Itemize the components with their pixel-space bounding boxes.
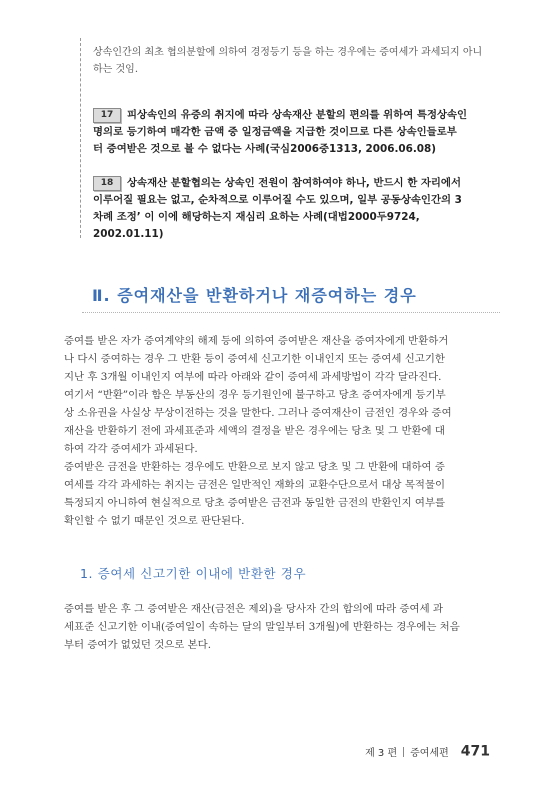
case-number-badge: 17 — [93, 108, 121, 123]
case-line: 차례 조정’ 이 이에 해당하는지 재심리 요하는 사례(대법2000두9724, 2002.01.11) — [93, 211, 420, 240]
body-line: 부터 증여가 없었던 것으로 본다. — [64, 639, 211, 651]
footer-title: 증여세편 — [410, 748, 449, 759]
case-17 — [93, 107, 493, 158]
subsection-paragraph — [64, 600, 494, 654]
intro-line: 상속인간의 최초 협의분할에 의하여 경정등기 등을 하는 경우에는 증여세가 과세되지 아니 — [93, 47, 483, 58]
page-number: 471 — [460, 743, 490, 760]
intro-line: 하는 것임. — [93, 64, 138, 75]
body-line: 확인할 수 없기 때문인 것으로 판단된다. — [64, 515, 245, 527]
case-line: 명의로 등기하여 매각한 금액 중 일정금액을 지급한 것이므로 다른 상속인들로부 — [93, 126, 457, 138]
section-paragraph-2 — [64, 458, 494, 530]
case-18 — [93, 175, 493, 243]
case-line: 이루어질 필요는 없고, 순차적으로 이루어질 수도 있으며, 일부 공동상속인간의 3 — [93, 194, 462, 206]
intro-paragraph — [93, 44, 493, 78]
case-line: 터 증여받은 것으로 볼 수 없다는 사례(국심2006중1313, 2006.06.08) — [93, 143, 437, 155]
case-line: 상속재산 분할협의는 상속인 전원이 참여하여야 하나, 반드시 한 자리에서 — [127, 177, 462, 189]
body-line: 증여를 받은 자가 증여계약의 해제 등에 의하여 증여받은 재산을 증여자에게 반환하거 — [64, 335, 449, 347]
page-footer — [365, 741, 490, 760]
footer-separator — [403, 747, 404, 757]
footer-part-label: 제 3 편 — [365, 748, 398, 759]
section-heading: Ⅱ. 증여재산을 반환하거나 재증여하는 경우 — [92, 286, 417, 305]
case-number-badge: 18 — [93, 176, 121, 191]
body-line: 상 소유권을 사실상 무상이전하는 것을 말한다. 그러나 증여재산이 금전인 경우와 증여 — [64, 407, 452, 419]
body-line: 증여받은 금전을 반환하는 경우에도 반환으로 보지 않고 당초 및 그 반환에 대하여 증 — [64, 461, 445, 473]
body-line: 특정되지 아니하여 현실적으로 당초 증여받은 금전과 동일한 금전의 반환인지 여부를 — [64, 497, 446, 509]
body-line: 여세를 각각 과세하는 취지는 금전은 일반적인 재화의 교환수단으로서 대상 목적물이 — [64, 479, 446, 491]
body-line: 지난 후 3개월 이내인지 여부에 따라 아래와 같이 증여세 과세방법이 각각 달라진다. — [64, 371, 442, 383]
body-line: 세표준 신고기한 이내(증여일이 속하는 달의 말일부터 3개월)에 반환하는 경우에는 처음 — [64, 621, 460, 633]
body-line: 증여를 받은 후 그 증여받은 재산(금전은 제외)을 당사자 간의 합의에 따라 증여세 과 — [64, 603, 443, 615]
case-line: 피상속인의 유증의 취지에 따라 상속재산 분할의 편의를 위하여 특정상속인 — [127, 109, 468, 121]
body-line: 재산을 반환하기 전에 과세표준과 세액의 결정을 받은 경우에는 당초 및 그 반환에 대 — [64, 425, 445, 437]
section-paragraph-1 — [64, 332, 494, 458]
section-divider — [82, 312, 500, 313]
body-line: 여기서 “반환”이라 함은 부동산의 경우 등기원인에 불구하고 당초 증여자에게 등기부 — [64, 389, 446, 401]
body-line: 나 다시 증여하는 경우 그 반환 등이 증여세 신고기한 이내인지 또는 증여세 신고기한 — [64, 353, 445, 365]
body-line: 하여 각각 증여세가 과세된다. — [64, 443, 198, 455]
subsection-heading: 1. 증여세 신고기한 이내에 반환한 경우 — [80, 566, 307, 581]
